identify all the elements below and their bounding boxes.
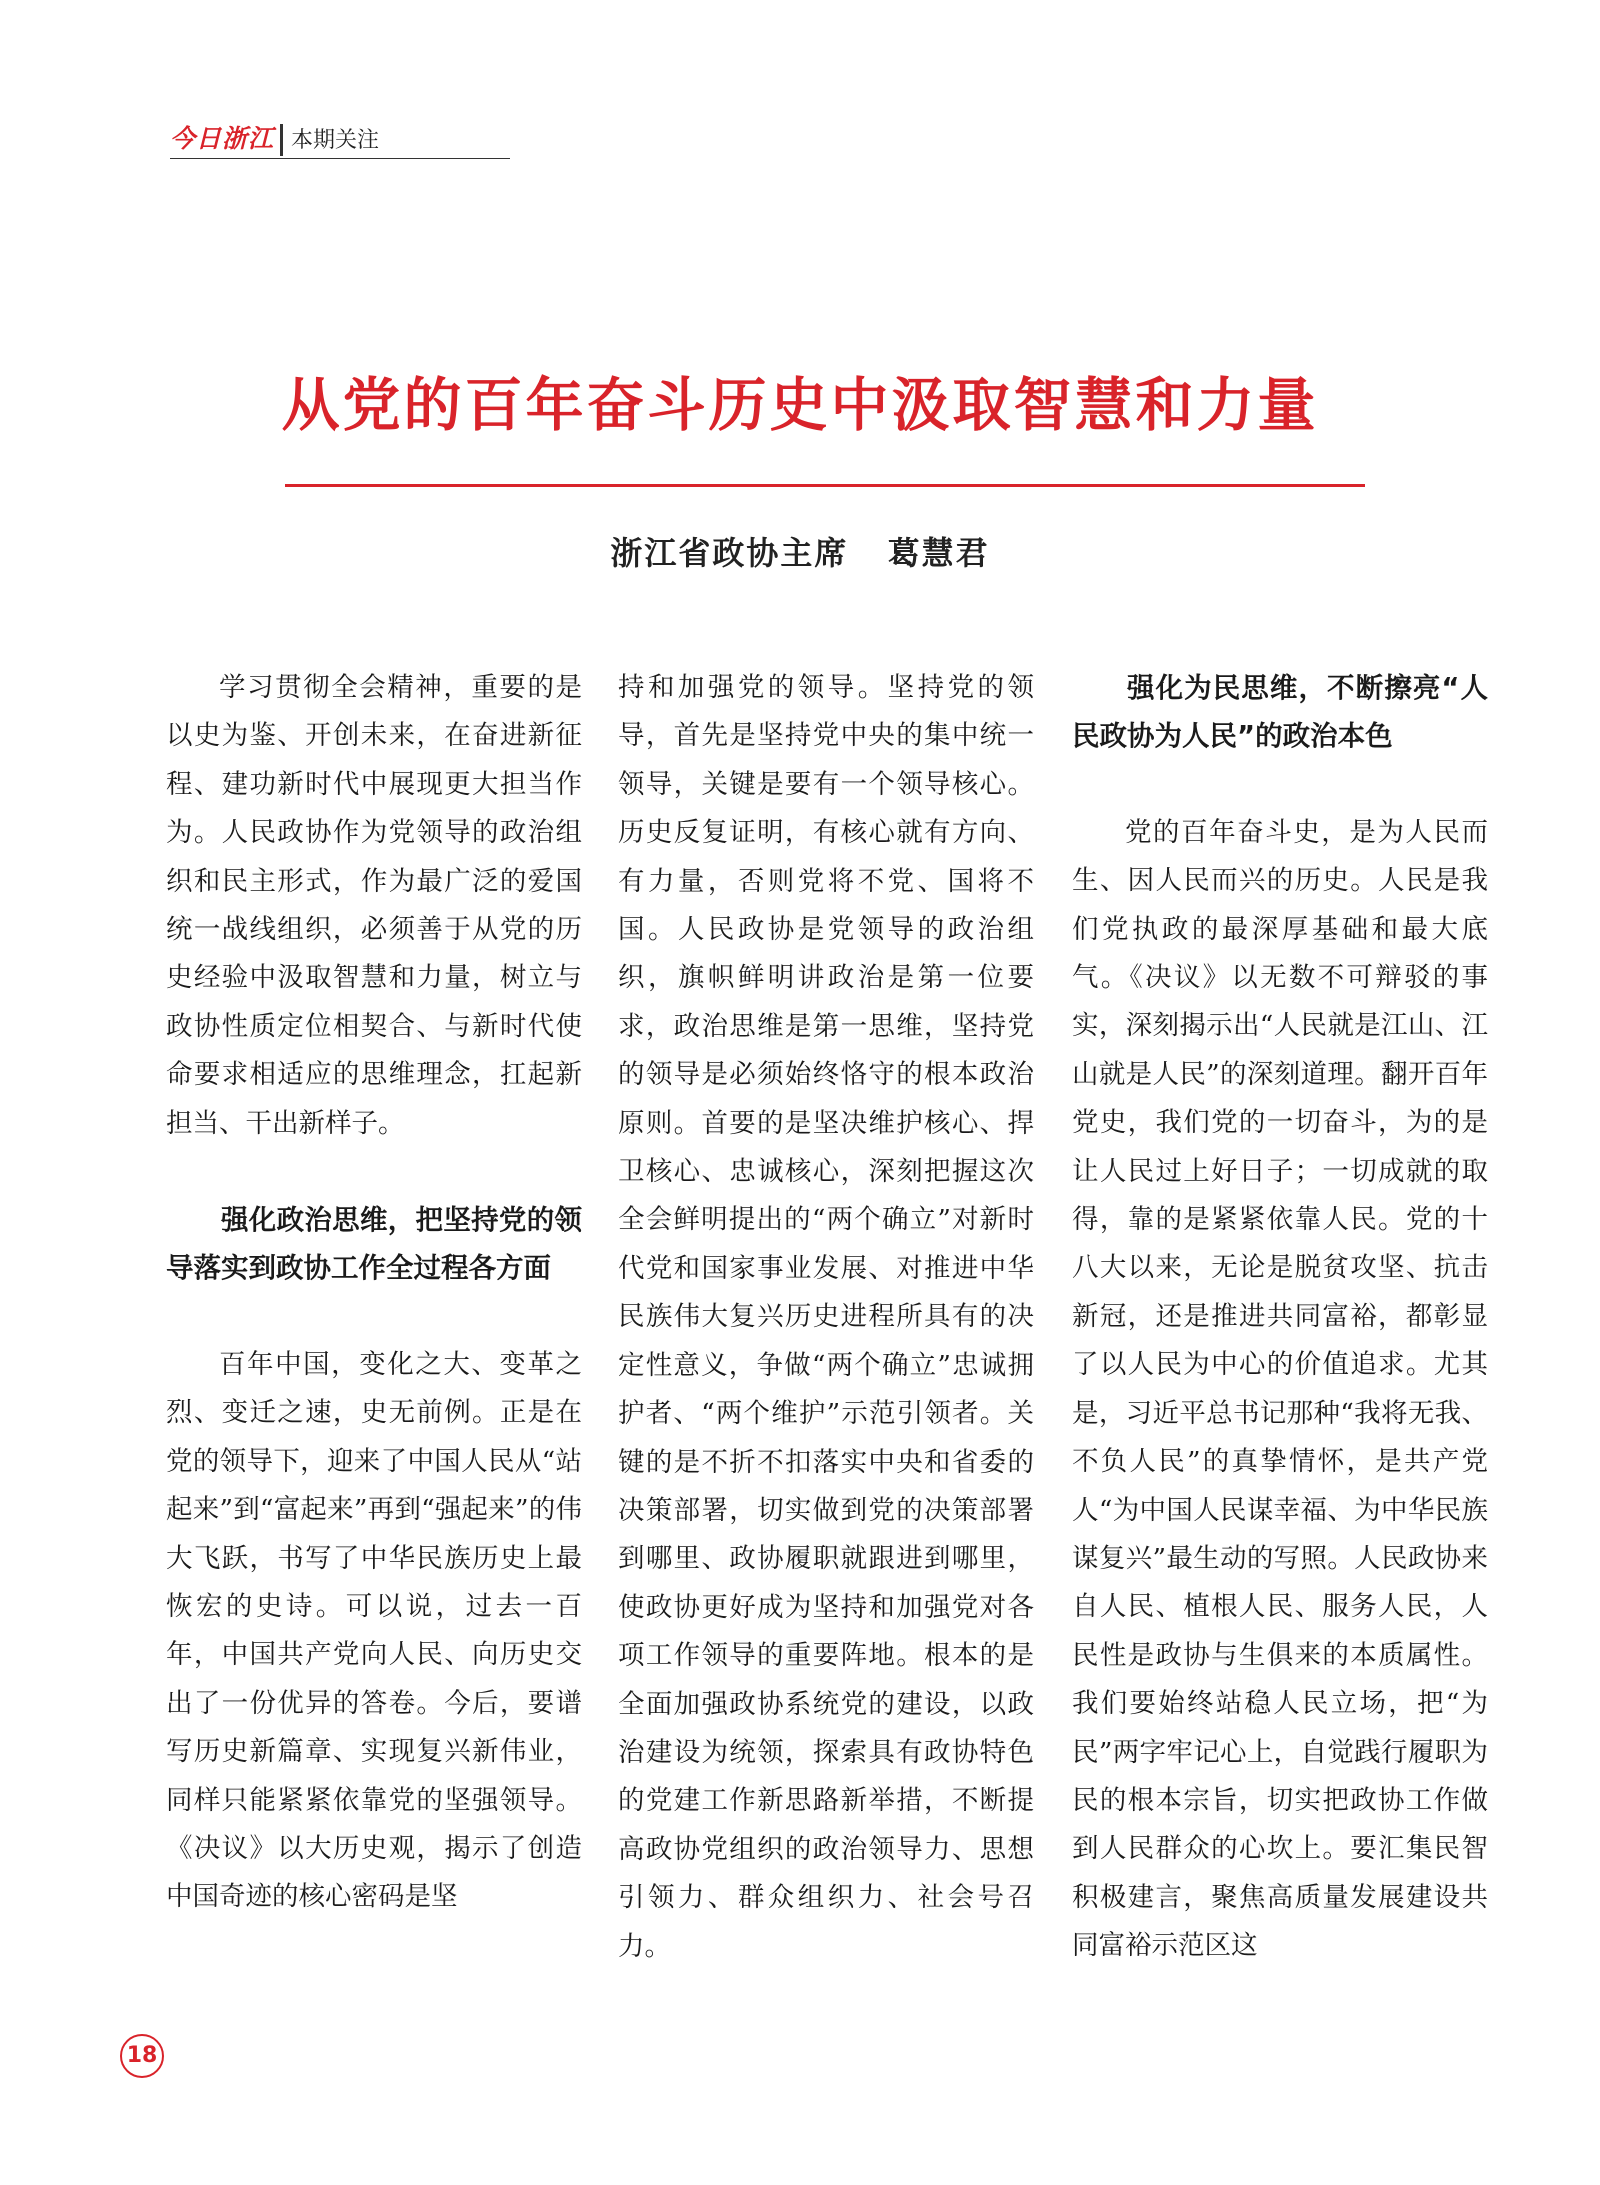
text-column-2 [618,664,1034,1971]
article-title: 从党的百年奋斗历史中汲取智慧和力量 [281,371,1319,439]
section-label: 本期关注 [291,128,380,153]
text-column-1 [166,664,582,1922]
masthead-logo: 今日浙江 [170,124,275,153]
header-divider [280,124,283,156]
page-number: 18 [120,2034,164,2078]
paragraph: 党的百年奋斗史，是为人民而生、因人民而兴的历史。人民是我们党执政的最深厚基础和最大底气。《决议》以无数不可辩驳的事实，深刻揭示出“人民就是江山、江山就是人民”的深刻道理。翻开百年党史，我们党的一切奋斗，为的是让人民过上好日子；一切成就的取得，靠的是紧紧依靠人民。党的十八大以来，无论是脱贫攻坚、抗击新冠，还是推进共同富裕，都彰显了以人民为中心的价值追求。尤其是，习近平总书记那种“我将无我、不负人民”的真挚情怀，是共产党人“为中国人民谋幸福、为中华民族谋复兴”最生动的写照。人民政协来自人民、植根人民、服务人民，人民性是政协与生俱来的本质属性。我们要始终站稳人民立场，把“为民”两字牢记心上，自觉践行履职为民的根本宗旨，切实把政协工作做到人民群众的心坎上。要汇集民智积极建言，聚焦高质量发展建设共同富裕示范区这 [1072,816,1488,1962]
article-byline: 浙江省政协主席 葛慧君 [610,534,990,572]
paragraph: 持和加强党的领导。坚持党的领导，首先是坚持党中央的集中统一领导，关键是要有一个领导核心。历史反复证明，有核心就有方向、有力量，否则党将不党、国将不国。人民政协是党领导的政治组织，旗帜鲜明讲政治是第一位要求，政治思维是第一思维，坚持党的领导是必须始终恪守的根本政治原则。首要的是坚决维护核心、捍卫核心、忠诚核心，深刻把握这次全会鲜明提出的“两个确立”对新时代党和国家事业发展、对推进中华民族伟大复兴历史进程所具有的决定性意义，争做“两个确立”忠诚拥护者、“两个维护”示范引领者。关键的是不折不扣落实中央和省委的决策部署，切实做到党的决策部署到哪里、政协履职就跟进到哪里，使政协更好成为坚持和加强党对各项工作领导的重要阵地。根本的是全面加强政协系统党的建设，以政治建设为统领，探索具有政协特色的党建工作新思路新举措，不断提高政协党组织的政治领导力、思想引领力、群众组织力、社会号召力。 [618,672,1034,1962]
section-heading: 强化为民思维，不断擦亮“人民政协为人民”的政治本色 [1072,672,1488,753]
title-rule [285,484,1365,487]
paragraph: 百年中国，变化之大、变革之烈、变迁之速，史无前例。正是在党的领导下，迎来了中国人民从“站起来”到“富起来”再到“强起来”的伟大飞跃，书写了中华民族历史上最恢宏的史诗。可以说，过去一百年，中国共产党向人民、向历史交出了一份优异的答卷。今后，要谱写历史新篇章、实现复兴新伟业，同样只能紧紧依靠党的坚强领导。《决议》以大历史观，揭示了创造中国奇迹的核心密码是坚 [166,1348,582,1913]
page-header [170,118,510,159]
section-heading: 强化政治思维，把坚持党的领导落实到政协工作全过程各方面 [166,1204,582,1285]
text-column-3 [1072,664,1488,1971]
paragraph: 学习贯彻全会精神，重要的是以史为鉴、开创未来，在奋进新征程、建功新时代中展现更大担当作为。人民政协作为党领导的政治组织和民主形式，作为最广泛的爱国统一战线组织，必须善于从党的历史经验中汲取智慧和力量，树立与政协性质定位相契合、与新时代使命要求相适应的思维理念，扛起新担当、干出新样子。 [166,672,582,1139]
